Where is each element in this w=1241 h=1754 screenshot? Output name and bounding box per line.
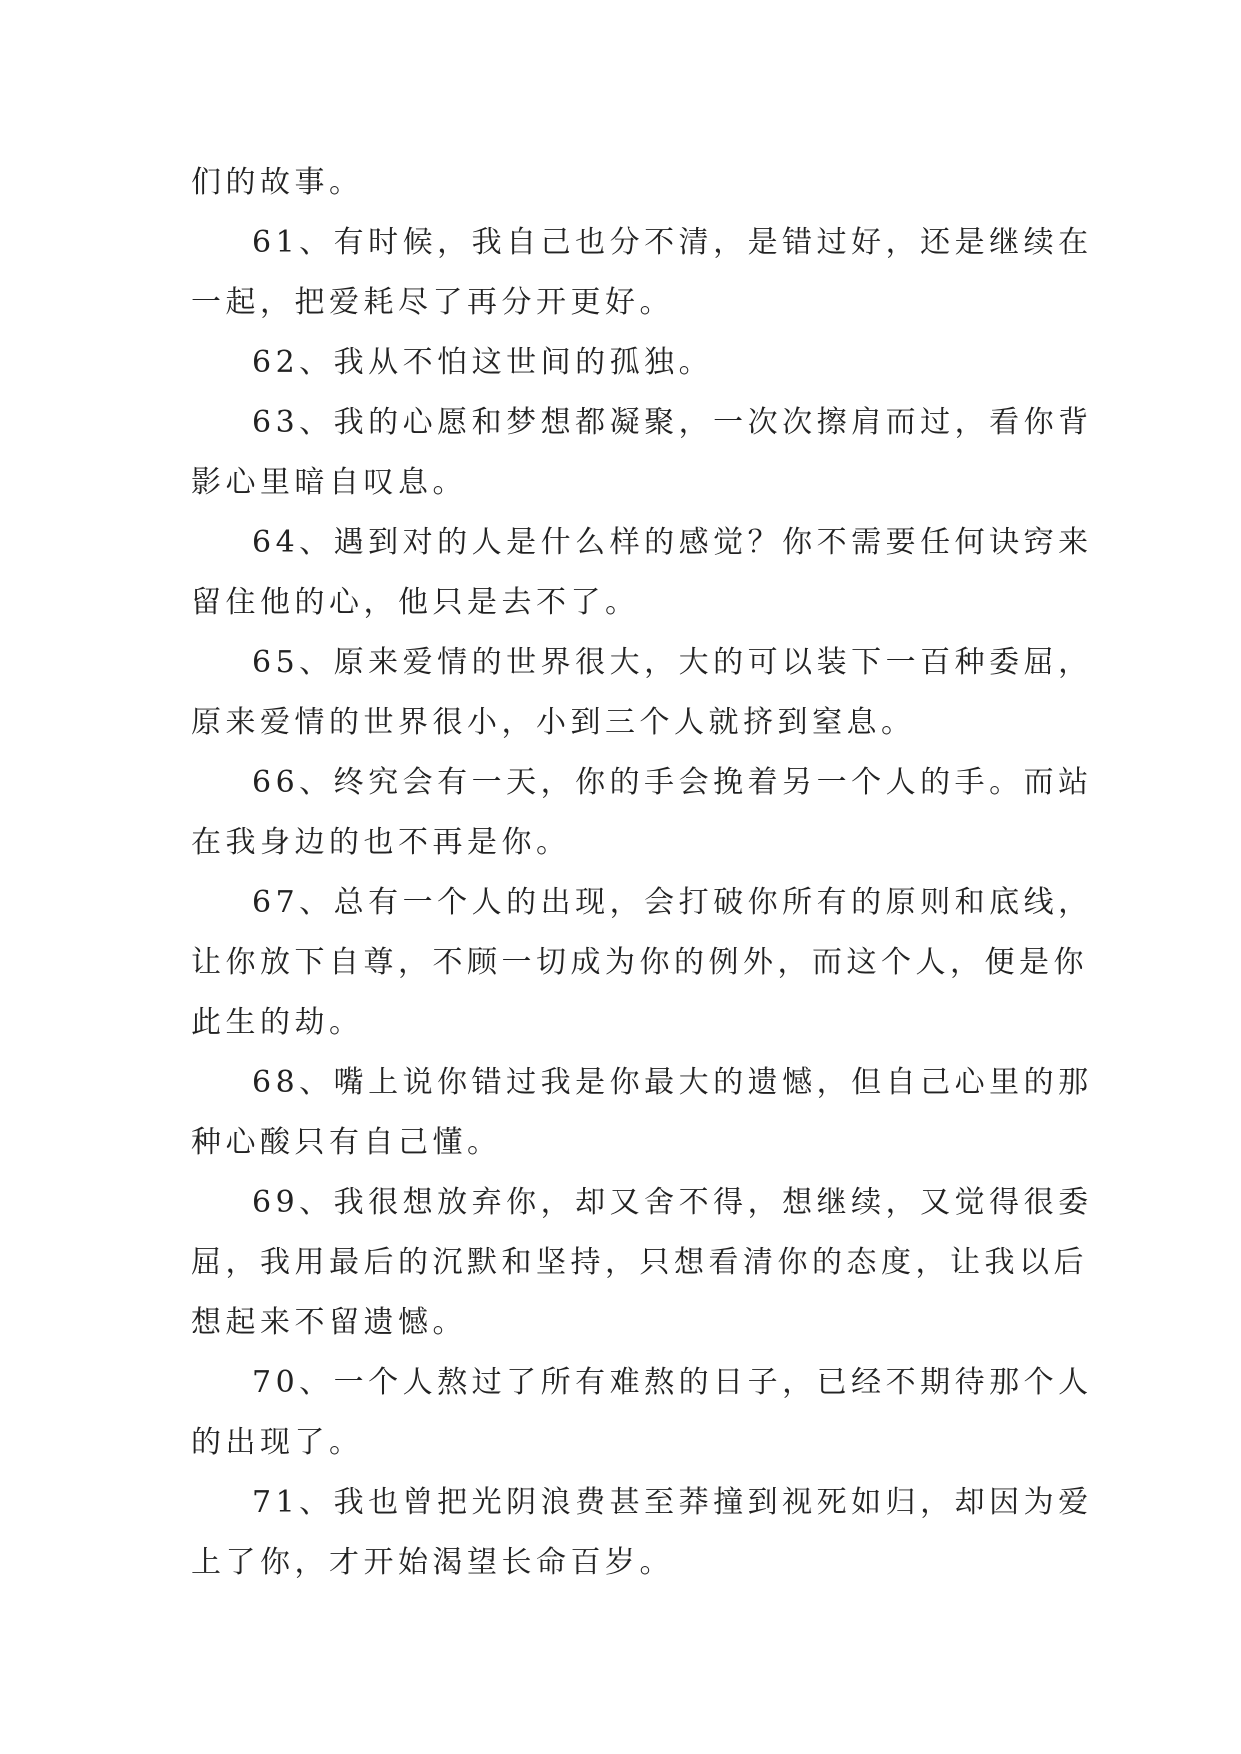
- text-line: 64、遇到对的人是什么样的感觉？你不需要任何诀窍来: [252, 525, 1093, 560]
- text-line: 屈，我用最后的沉默和坚持，只想看清你的态度，让我以后: [191, 1245, 1088, 1280]
- text-line: 62、我从不怕这世间的孤独。: [252, 345, 714, 380]
- text-line: 61、有时候，我自己也分不清，是错过好，还是继续在: [252, 225, 1093, 260]
- text-line: 留住他的心，他只是去不了。: [191, 585, 640, 620]
- text-line: 一起，把爱耗尽了再分开更好。: [191, 285, 674, 320]
- text-line: 70、一个人熬过了所有难熬的日子，已经不期待那个人: [252, 1365, 1093, 1400]
- text-line: 种心酸只有自己懂。: [191, 1125, 502, 1160]
- text-line: 影心里暗自叹息。: [191, 465, 467, 500]
- text-line: 上了你，才开始渴望长命百岁。: [191, 1545, 674, 1580]
- text-line: 71、我也曾把光阴浪费甚至莽撞到视死如归，却因为爱: [252, 1485, 1093, 1520]
- text-line: 此生的劫。: [191, 1005, 364, 1040]
- text-line: 63、我的心愿和梦想都凝聚，一次次擦肩而过，看你背: [252, 405, 1093, 440]
- text-line: 的出现了。: [191, 1425, 364, 1460]
- text-line: 原来爱情的世界很小，小到三个人就挤到窒息。: [191, 705, 916, 740]
- text-line: 们的故事。: [191, 165, 364, 200]
- text-line: 在我身边的也不再是你。: [191, 825, 571, 860]
- text-line: 让你放下自尊，不顾一切成为你的例外，而这个人，便是你: [191, 945, 1088, 980]
- text-line: 65、原来爱情的世界很大，大的可以装下一百种委屈，: [252, 645, 1093, 680]
- text-line: 想起来不留遗憾。: [191, 1305, 467, 1340]
- text-line: 66、终究会有一天，你的手会挽着另一个人的手。而站: [252, 765, 1093, 800]
- text-line: 68、嘴上说你错过我是你最大的遗憾，但自己心里的那: [252, 1065, 1093, 1100]
- text-line: 69、我很想放弃你，却又舍不得，想继续，又觉得很委: [252, 1185, 1093, 1220]
- text-line: 67、总有一个人的出现，会打破你所有的原则和底线，: [252, 885, 1093, 920]
